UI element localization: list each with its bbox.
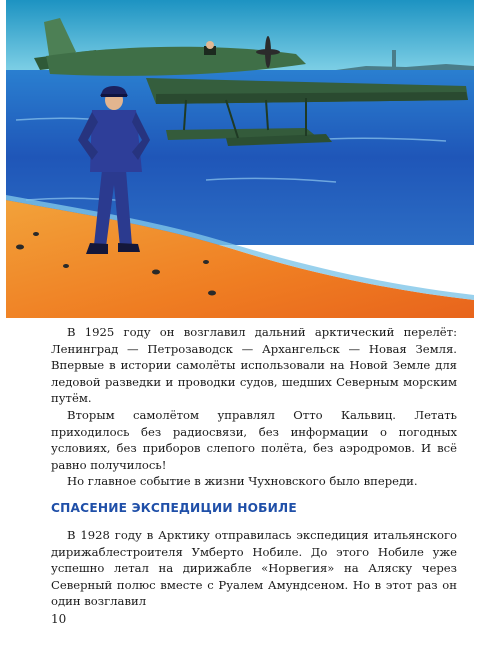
illustration-seaplane-pilot <box>6 0 474 318</box>
text-block-intro <box>51 324 457 490</box>
lighthouse <box>392 50 396 68</box>
text-block-nobile <box>51 527 457 610</box>
page-number: 10 <box>51 612 67 626</box>
paragraph: Вторым самолётом управлял Отто Кальвиц. Летать приходилось без радиосвязи, без информации о погодных условиях, без приборов слепого полёта, без аэродромов. И всё равно получилось! <box>51 407 457 472</box>
section-heading: СПАСЕНИЕ ЭКСПЕДИЦИИ НОБИЛЕ <box>51 501 297 515</box>
paragraph: В 1925 году он возглавил дальний арктический перелёт: Ленинград — Петрозаводск — Архангельск — Новая Земля. Впервые в истории самолёты использовали на Новой Земле для ледовой разведки и проводки судов, шедших Северным морским путём. <box>51 325 457 406</box>
paragraph: В 1928 году в Арктику отправилась экспедиция итальянского дирижаблестроителя Умберто Нобиле. До этого Нобиле уже успешно летал на дирижабле «Норвегия» на Аляску через Северный полюс вместе с Руалем Амундсеном. Но в этот раз он один возглавил <box>51 528 457 609</box>
paragraph: Но главное событие в жизни Чухновского было впереди. <box>67 474 418 489</box>
